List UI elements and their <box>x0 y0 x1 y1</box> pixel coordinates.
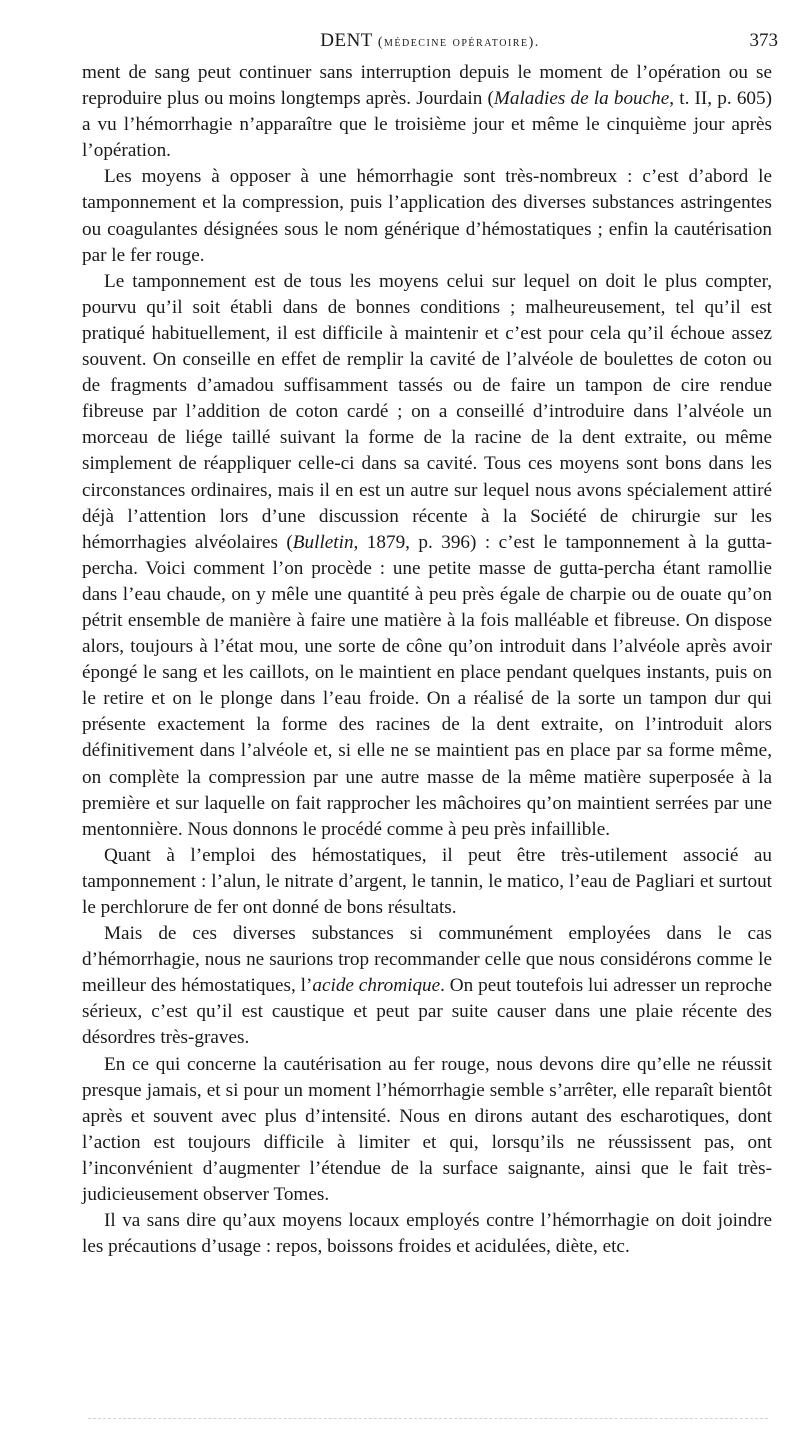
text-run: Les moyens à opposer à une hémorrhagie sont très-nombreux : c’est d’abord le tamponnement et la compression, puis l’application des diverses substances astringentes ou coagulantes désignées sous le nom générique d’hémostatiques ; enfin la cautérisation par le fer rouge. <box>82 166 772 266</box>
body-text <box>82 60 772 1260</box>
bottom-scan-artifact <box>88 1418 768 1421</box>
text-run: Le tamponnement est de tous les moyens celui sur lequel on doit le plus compter, pourvu qu’il soit établi dans de bonnes conditions ; malheureusement, tel qu’il est pratiqué habituellement, il est difficile à maintenir et c’est pour cela qu’il échoue assez souvent. On conseille en effet de remplir la cavité de l’alvéole de boulettes de coton ou de fragments d’amadou suffisamment tassés ou de faire un tampon de cire rendue fibreuse par l’addition de coton cardé ; on a conseillé d’introduire dans l’alvéole un morceau de liége taillé suivant la forme de la racine de la dent extraite, ou même simplement de réappliquer celle-ci dans sa cavité. Tous ces moyens sont bons dans les circonstances ordinaires, mais il en est un autre sur lequel nous avons spécialement attiré déjà l’attention lors d’une discussion récente à la Société de chirurgie sur les hémorrhagies alvéolaires ( <box>82 270 772 553</box>
paragraph-4 <box>82 843 772 921</box>
italic-run: Bulletin <box>292 531 354 553</box>
text-run: , 1879, p. 396) : c’est le tamponnement à la gutta-percha. Voici comment l’on procède : une petite masse de gutta-percha étant ramollie dans l’eau chaude, on y mêle une quantité à peu près égale de charpie ou de ouate qu’on pétrit ensemble de manière à faire une matière à la fois malléable et fibreuse. On dispose alors, toujours à l’état mou, une sorte de cône qu’on introduit dans l’alvéole après avoir épongé le sang et les caillots, on le maintient en place pendant quelques instants, puis on le retire et on le plonge dans l’eau froide. On a réalisé de la sorte un tampon dur qui présente exactement la forme des racines de la dent extraite, on l’introduit alors définitivement dans l’alvéole et, si elle ne se maintient pas en place par sa forme même, on complète la compression par une autre masse de la même matière superposée à la première et sur laquelle on fait rapprocher les mâchoires qu’on maintient serrées par une mentonnière. Nous donnons le procédé comme à peu près infaillible. <box>82 531 772 840</box>
text-run: ment de sang peut continuer sans interruption depuis le moment de l’opération ou se reproduire plus ou moins longtemps après. Jourdain ( <box>82 62 772 110</box>
paragraph-7 <box>82 1208 772 1260</box>
text-run: . On peut toutefois lui adresser un reproche sérieux, c’est qu’il est caustique et peut par suite causer dans une plaie récente des désordres très-graves. <box>82 975 772 1049</box>
paragraph-2 <box>82 164 772 268</box>
running-title <box>82 30 778 52</box>
paragraph-3 <box>82 269 772 843</box>
paragraph-5 <box>82 921 772 1051</box>
text-run: , t. II, p. 605) a vu l’hémorrhagie n’apparaître que le troisième jour et même le cinquième jour après l’opération. <box>82 88 773 162</box>
text-run: Mais de ces diverses substances si communément employées dans le cas d’hémorrhagie, nous ne saurions trop recommander celle que nous considérons comme le meilleur des hémostatiques, l’ <box>82 923 772 997</box>
italic-run: acide chromique <box>312 975 441 997</box>
running-title-sub: (médecine opératoire). <box>377 35 540 50</box>
text-run: Quant à l’emploi des hémostatiques, il peut être très-utilement associé au tamponnement : l’alun, le nitrate d’argent, le tannin, le matico, l’eau de Pagliari et surtout le perchlorure de fer ont donné de bons résultats. <box>82 844 772 918</box>
page-number: 373 <box>749 30 778 51</box>
running-title-main: DENT <box>320 30 373 51</box>
paragraph-6 <box>82 1052 772 1209</box>
italic-run: Maladies de la bouche <box>493 88 670 110</box>
text-run: En ce qui concerne la cautérisation au fer rouge, nous devons dire qu’elle ne réussit presque jamais, et si pour un moment l’hémorrhagie semble s’arrêter, elle reparaît bientôt après et souvent avec plus d’intensité. Nous en dirons autant des escharotiques, dont l’action est toujours difficile à limiter et qui, lorsqu’ils ne réussissent pas, ont l’inconvénient d’augmenter l’étendue de la surface saignante, ainsi que le fait très-judicieusement observer Tomes. <box>82 1053 772 1206</box>
running-head <box>82 30 778 58</box>
paragraph-1 <box>82 60 772 164</box>
text-run: Il va sans dire qu’aux moyens locaux employés contre l’hémorrhagie on doit joindre les précautions d’usage : repos, boissons froides et acidulées, diète, etc. <box>82 1210 772 1258</box>
